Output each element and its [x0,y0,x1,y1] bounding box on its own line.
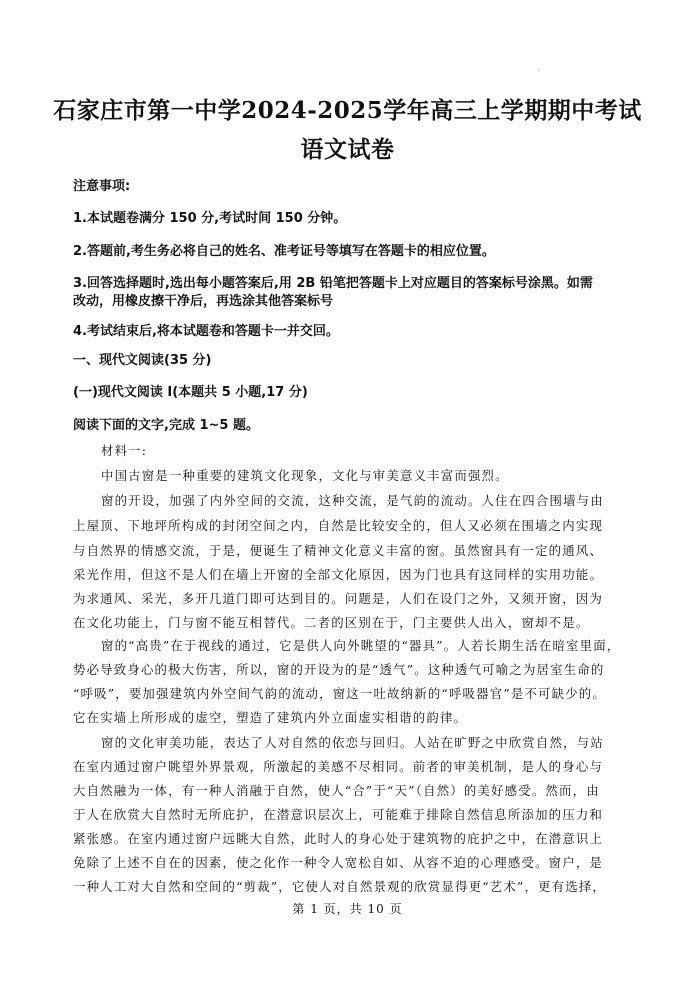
notice-item: 3.回答选择题时,选出每小题答案后,用 2B 铅笔把答题卡上对应题目的答案标号涂黑。如需 [73,276,593,291]
passage-line: “呼吸”，要加强建筑内外空间气韵的流动，窗这一吐故纳新的“呼吸器官”是不可缺少的。 [73,686,606,701]
scan-speck: · [538,66,541,75]
passage-line: 紧张感。在室内通过窗户远眺大自然，此时人的身心处于建筑物的庇护之中，在潜意识上 [73,831,604,846]
page-number: 第 1 页，共 10 页 [292,902,403,916]
material-label: 材料一: [101,443,148,458]
passage-line: 与自然界的情感交流，于是，便诞生了精神文化意义丰富的窗。虽然窗具有一定的通风、 [73,543,604,558]
passage-line: 在室内通过窗户眺望外界景观，所激起的美感不尽相同。前者的审美机制，是人的身心与 [73,759,604,774]
notice-item: 1.本试题卷满分 150 分,考试时间 150 分钟。 [73,211,347,226]
section-heading: 一、现代文阅读(35 分) [73,353,212,368]
notice-item: 2.答题前,考生务必将自己的姓名、准考证号等填写在答题卡的相应位置。 [73,244,495,259]
exam-subtitle: 语文试卷 [300,136,395,163]
notice-heading: 注意事项: [73,179,131,194]
passage-line: 它在实墙上所形成的虚空，塑造了建筑内外立面虚实相谐的韵律。 [73,710,468,725]
passage-line: 为求通风、采光，多开几道门即可达到目的。问题是，人们在设门之外，又须开窗，因为 [73,591,604,606]
passage-line: 中国古窗是一种重要的建筑文化现象，文化与审美意义丰富而强烈。 [101,468,509,483]
passage-line: 窗的“高贵”在于视线的通过，它是供人向外眺望的“器具”。人若长期生活在暗室里面， [101,638,621,653]
passage-line: 窗的开设，加强了内外空间的交流，这种交流，是气韵的流动。人住在四合围墙与由 [101,493,604,508]
passage-line: 采光作用，但这不是人们在墙上开窗的全部文化原因，因为门也具有这同样的实用功能。 [73,567,604,582]
passage-line: 于人在欣赏大自然时无所庇护，在潜意识层次上，可能难于排除自然信息所添加的压力和 [73,807,604,822]
passage-line: 势必导致身心的极大伤害，所以，窗的开设为的是“透气”。这种透气可喻之为居室生命的 [73,662,605,677]
passage-line: 在文化功能上，门与窗不能互相替代。二者的区别在于，门主要供人出入，窗却不是。 [73,615,590,630]
notice-item: 改动，用橡皮擦干净后，再选涂其他答案标号 [73,294,334,309]
exam-title: 石家庄市第一中学2024-2025学年高三上学期期中考试 [53,97,642,124]
instruction-text: 阅读下面的文字,完成 1~5 题。 [73,418,259,433]
subsection-heading: (一)现代文阅读 I(本题共 5 小题,17 分) [73,385,308,400]
passage-line: 窗的文化审美功能，表达了人对自然的依恋与回归。人站在旷野之中欣赏自然，与站 [101,735,604,750]
passage-line: 大自然融为一体，有一种人消融于自然，使人“合”于“天”（自然）的美好感受。然而，由 [73,783,600,798]
passage-line: 上屋顶、下地坪所构成的封闭空间之内，自然是比较安全的，但人又必须在围墙之内实现 [73,518,604,533]
passage-line: 免除了上述不自在的因素，使之化作一种令人宽松自如、从容不迫的心理感受。窗户，是 [73,855,604,870]
passage-line: 一种人工对大自然和空间的“剪裁”，它使人对自然景观的欣赏显得更“艺术”，更有选择， [73,879,606,894]
notice-item: 4.考试结束后,将本试题卷和答题卡一并交回。 [73,324,339,339]
